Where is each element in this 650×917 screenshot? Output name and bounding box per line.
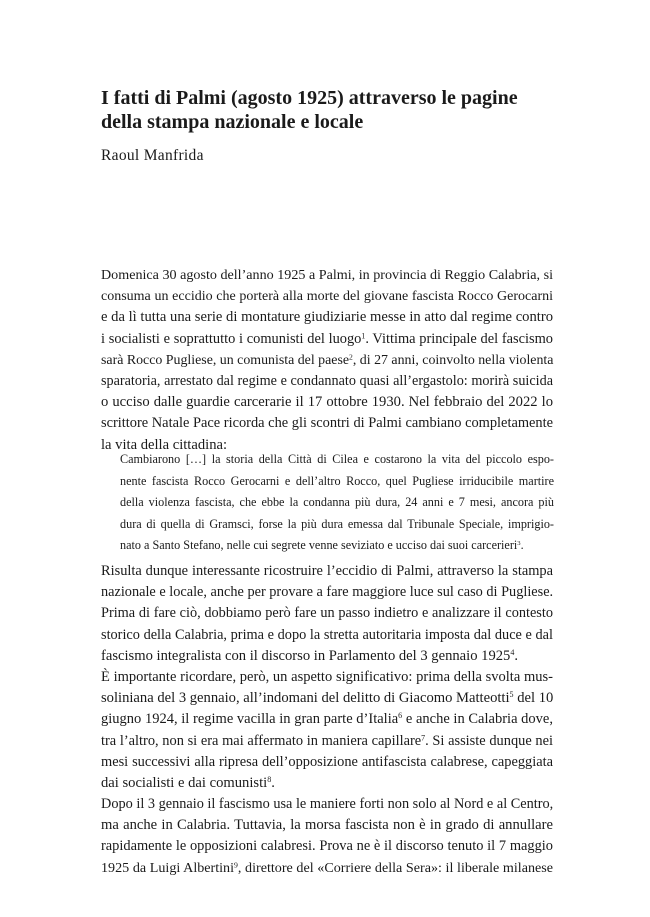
text-line bbox=[101, 709, 553, 730]
text-fragment: . Vittima principale del fascismo bbox=[365, 330, 553, 347]
text-line: o ucciso dalle guardie carcerarie il 17 ottobre 1930. Nel febbraio del 2022 lo bbox=[101, 394, 553, 411]
article-title-line-2: della stampa nazionale e locale bbox=[101, 111, 364, 133]
text-line: consuma un eccidio che porterà alla morte del giovane fascista Rocco Gerocarni bbox=[101, 289, 553, 305]
footnote-ref-7[interactable]: 7 bbox=[421, 732, 426, 742]
author-name: Raoul Manfrida bbox=[101, 147, 204, 164]
text-line: Risulta dunque interessante ricostruire l’eccidio di Palmi, attraverso la stampa bbox=[101, 563, 553, 579]
text-line bbox=[101, 858, 553, 879]
text-line bbox=[101, 350, 553, 371]
footnote-ref-2[interactable]: 2 bbox=[349, 352, 353, 362]
text-line: Domenica 30 agosto dell’anno 1925 a Palmi, in provincia di Reggio Calabria, si bbox=[101, 267, 553, 283]
text-fragment: , direttore del «Corriere della Sera»: il liberale milanese bbox=[237, 859, 553, 876]
text-line: È importante ricordare, però, un aspetto significativo: prima della svolta mus- bbox=[101, 669, 553, 685]
paragraph-4 bbox=[101, 794, 553, 879]
text-fragment: giugno 1924, il regime vacilla in gran parte d’Italia bbox=[101, 711, 399, 728]
paragraph-3 bbox=[101, 667, 553, 794]
text-fragment: soliniana del 3 gennaio, all’indomani del delitto di Giacomo Matteotti bbox=[101, 690, 510, 707]
text-line: scrittore Natale Pace ricorda che gli scontri di Palmi cambiano completamente bbox=[101, 415, 553, 432]
text-line: Dopo il 3 gennaio il fascismo usa le maniere forti non solo al Nord e al Centro, bbox=[101, 796, 554, 812]
footnote-ref-6[interactable]: 6 bbox=[398, 711, 403, 721]
text-line: e da lì tutta una serie di montature giudiziarie messe in atto dal regime contro bbox=[101, 309, 553, 326]
text-fragment: del 10 bbox=[513, 690, 554, 707]
footnote-ref-9[interactable]: 9 bbox=[234, 859, 238, 869]
footnote-ref-5[interactable]: 5 bbox=[509, 690, 514, 700]
text-line: sparatoria, arrestato dal regime e condannato quasi all’ergastolo: morirà suicida bbox=[101, 373, 553, 390]
paragraph-2 bbox=[101, 561, 553, 667]
footnote-ref-4[interactable]: 4 bbox=[510, 648, 515, 657]
text-fragment: dai socialisti e dai comunisti bbox=[101, 775, 268, 792]
text-line bbox=[101, 329, 553, 350]
text-line: mesi successivi alla ripresa dell’opposizione antifascista calabrese, capeggiata bbox=[101, 753, 553, 770]
text-fragment: . Si assiste dunque nei bbox=[425, 732, 553, 749]
footnote-ref-3[interactable]: 3 bbox=[517, 539, 521, 547]
text-fragment: . bbox=[271, 775, 275, 792]
text-fragment: 1925 da Luigi Albertini bbox=[101, 859, 235, 876]
text-fragment: fascismo integralista con il discorso in Parlamento del 3 gennaio 1925 bbox=[101, 647, 511, 664]
paragraph-1 bbox=[101, 265, 553, 456]
article-title bbox=[101, 86, 571, 134]
quote-line bbox=[120, 535, 554, 557]
text-line bbox=[101, 731, 553, 752]
text-line bbox=[101, 646, 553, 667]
text-fragment: , di 27 anni, coinvolto nella violenta bbox=[352, 352, 554, 368]
text-fragment: . bbox=[514, 647, 519, 664]
footnote-ref-1[interactable]: 1 bbox=[361, 330, 366, 340]
text-line: Prima di fare ciò, dobbiamo però fare un passo indietro e analizzare il contesto bbox=[101, 605, 553, 622]
text-line bbox=[101, 688, 553, 709]
quote-line: dura di quella di Gramsci, forse la più dura emessa dal Tribunale Speciale, imprigio- bbox=[120, 516, 554, 531]
quote-line: della violenza fascista, che ebbe la condanna più dura, 24 anni e 7 mesi, ancora più bbox=[120, 495, 554, 509]
text-fragment: i socialisti e soprattutto i comunisti del luogo bbox=[101, 330, 362, 347]
quote-line: Cambiarono […] la storia della Città di Cilea e costarono la vita del piccolo espo- bbox=[120, 452, 554, 466]
text-line: storico della Calabria, prima e dopo la stretta autoritaria imposta dal duce e dal bbox=[101, 626, 553, 643]
text-line bbox=[101, 773, 553, 794]
text-line: rapidamente le opposizioni calabresi. Prova ne è il discorso tenuto il 7 maggio bbox=[101, 838, 553, 855]
article-title-line-1: I fatti di Palmi (agosto 1925) attraverso le pagine bbox=[101, 87, 518, 109]
text-line: ma anche in Calabria. Tuttavia, la morsa fascista non è in grado di annullare bbox=[101, 817, 553, 834]
text-fragment: e anche in Calabria dove, bbox=[402, 711, 553, 728]
text-line: la vita della cittadina: bbox=[101, 436, 228, 453]
text-fragment: . bbox=[520, 538, 524, 552]
quote-line: nente fascista Rocco Gerocarni e dell’altro Rocco, quel Pugliese irriducibile martire bbox=[120, 473, 554, 488]
text-fragment: tra l’altro, non si era mai affermato in maniera capillare bbox=[101, 732, 422, 749]
block-quote bbox=[120, 449, 554, 557]
text-fragment: sarà Rocco Pugliese, un comunista del paese bbox=[101, 352, 350, 368]
text-line: nazionale e locale, anche per provare a fare maggiore luce sul caso di Pugliese. bbox=[101, 584, 554, 601]
text-fragment: nato a Santo Stefano, nelle cui segrete venne seviziato e ucciso dai suoi carcerieri bbox=[120, 538, 518, 552]
footnote-ref-8[interactable]: 8 bbox=[267, 775, 272, 785]
